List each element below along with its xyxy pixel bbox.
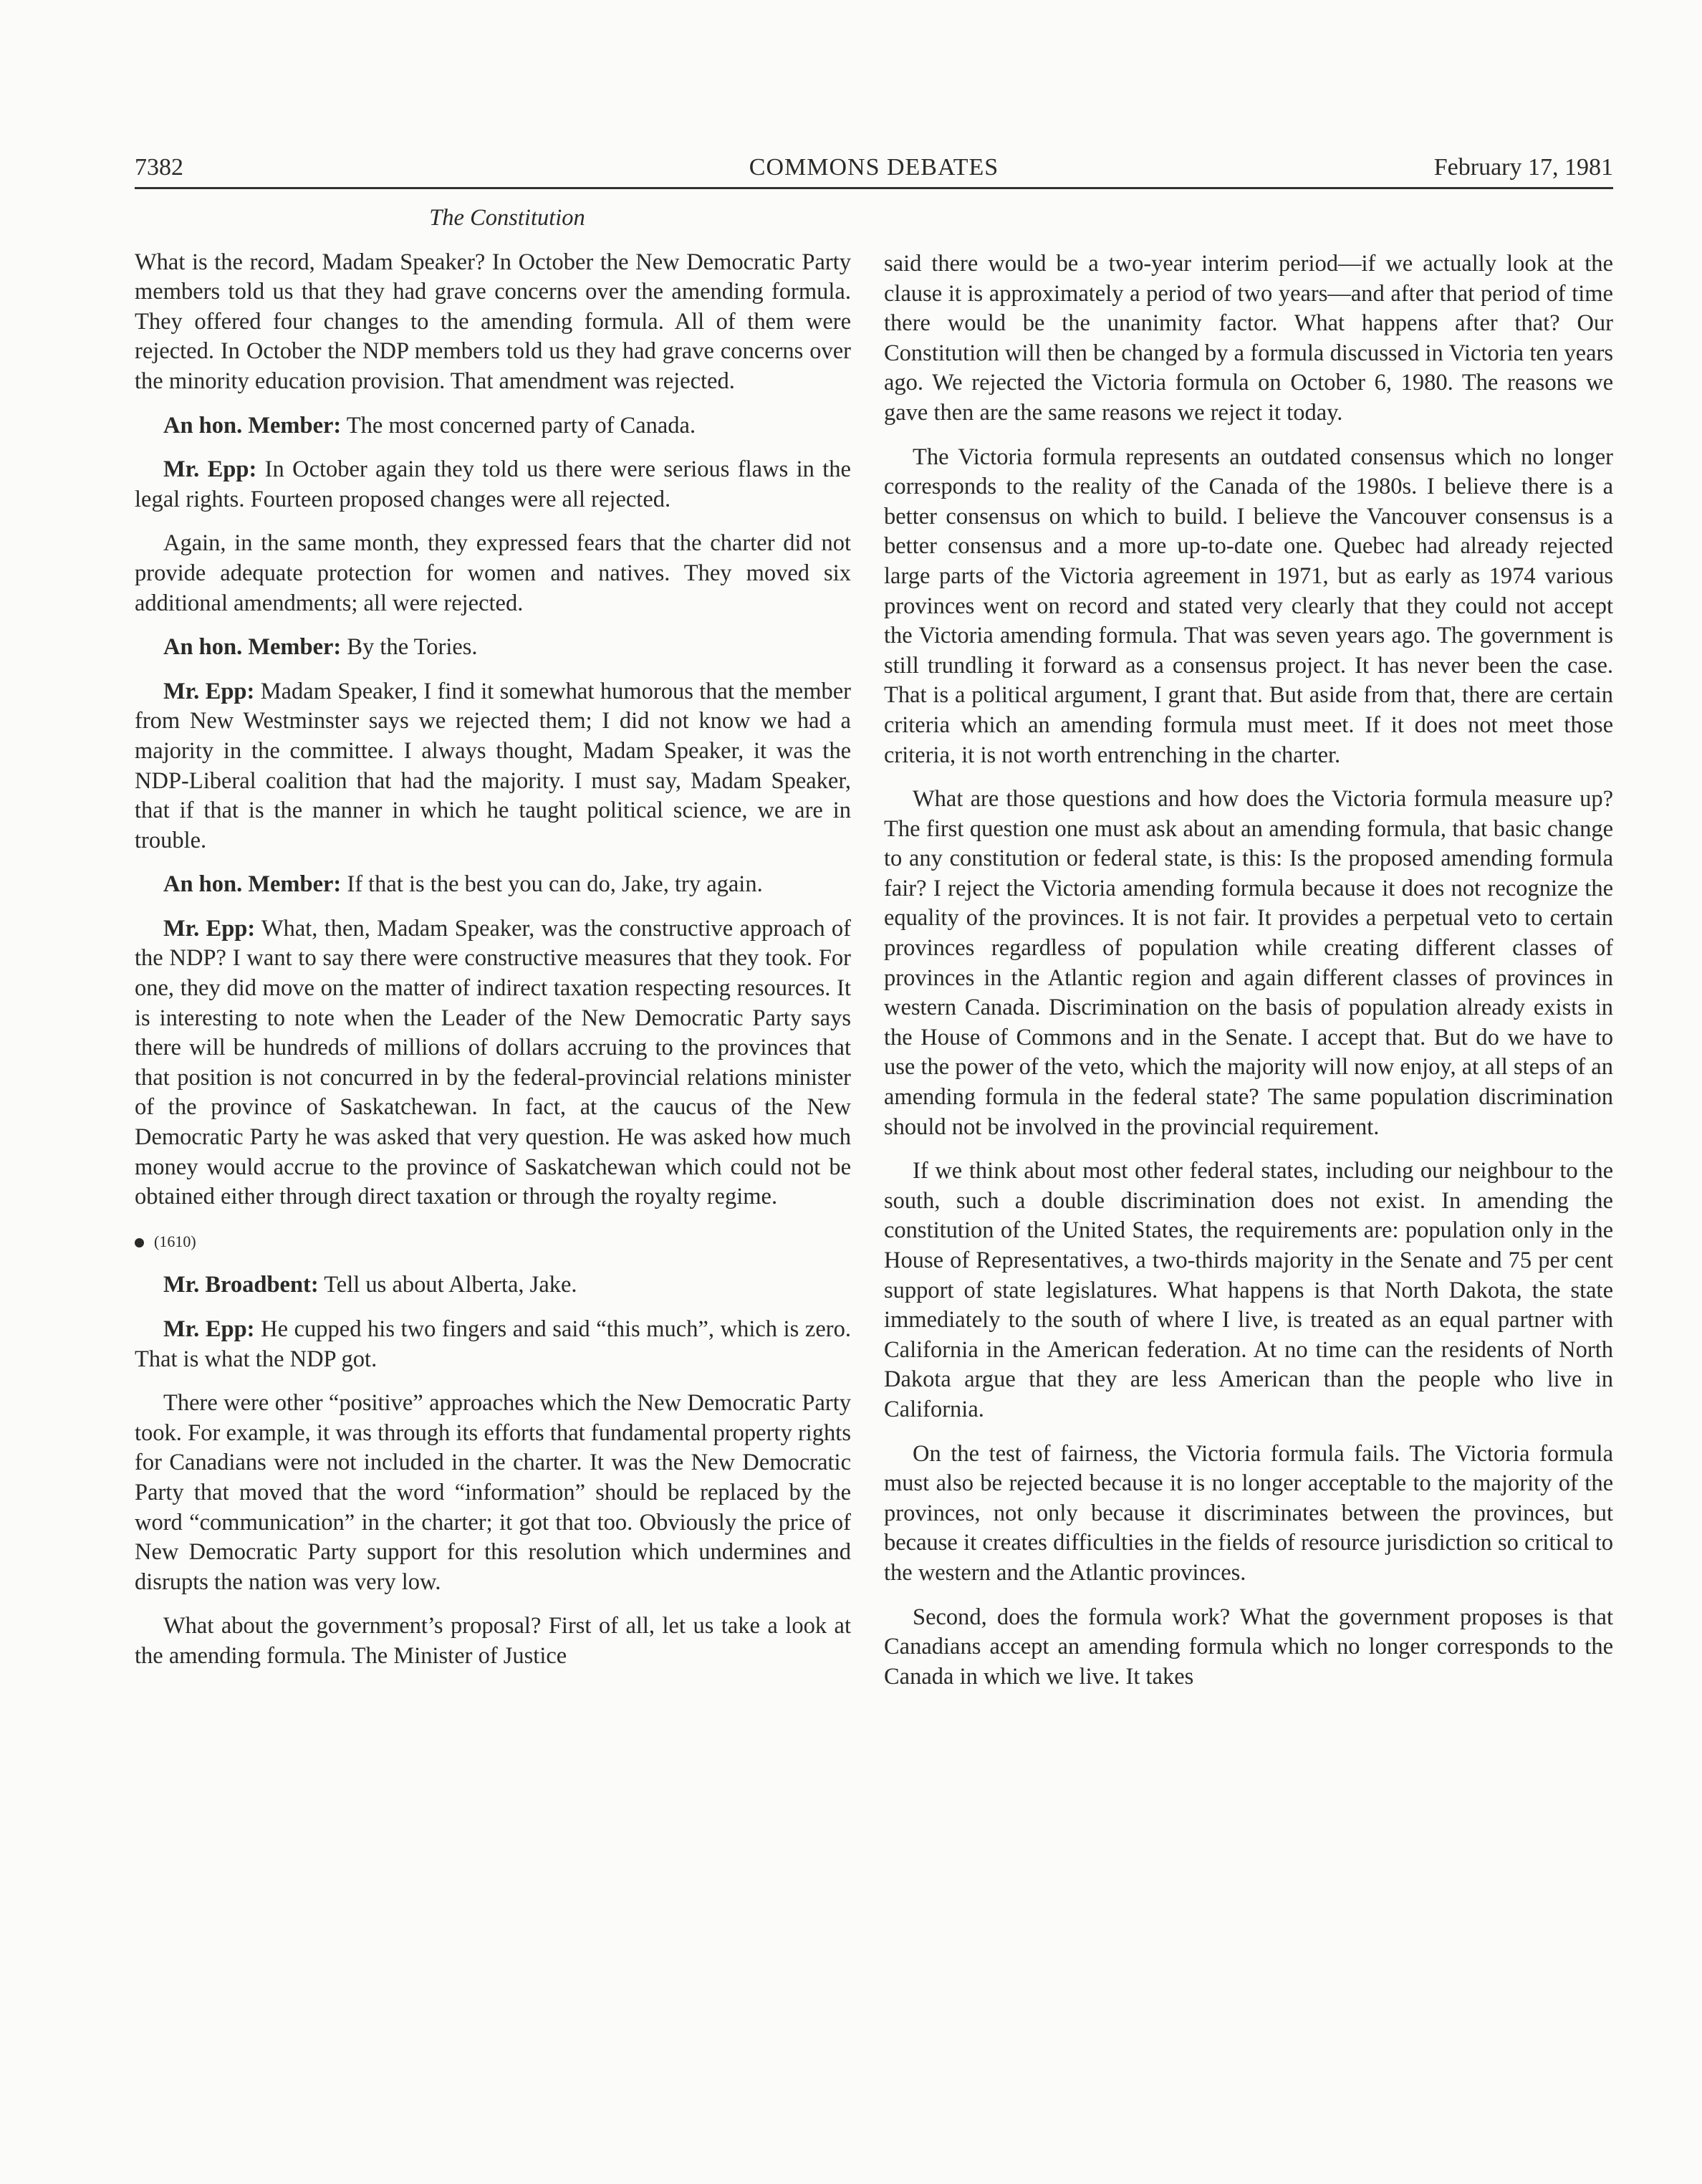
speech-text: If that is the best you can do, Jake, try again.: [341, 871, 763, 898]
body-paragraph: There were other “positive” approaches which the New Democratic Party took. For example, it was through its efforts that fundamental property rights for Canadians were not included in the charter. It was the New Democratic Party that moved that the word “information” should be replaced by the word “communication” in the charter; it got that too. Obviously the price of New Democratic Party support for this resolution which undermines and disrupts the nation was very low.: [135, 1390, 851, 1595]
speaker-name: Mr. Epp:: [163, 1316, 255, 1342]
body-paragraph: Second, does the formula work? What the government proposes is that Canadians accept an amending formula which no longer corresponds to the Canada in which we live. It takes: [884, 1604, 1613, 1690]
speaker-name: An hon. Member:: [163, 871, 342, 898]
section-title: The Constitution: [429, 205, 585, 231]
speaker-name: Mr. Epp:: [163, 678, 255, 704]
speaker-name: An hon. Member:: [163, 634, 342, 661]
speech-paragraph: [135, 677, 851, 856]
publication-title: COMMONS DEBATES: [749, 154, 999, 181]
body-paragraph: What is the record, Madam Speaker? In October the New Democratic Party members told us that they had grave concerns over the amending formula. They offered four changes to the amending formula. All of them were rejected. In October the NDP members told us they had grave concerns over the minority education provision. That amendment was rejected.: [135, 249, 851, 394]
speech-text: Madam Speaker, I find it somewhat humorous that the member from New Westminster says we rejected them; I did not know we had a majority in the committee. I always thought, Madam Speaker, it was the NDP-Liberal coalition that had the majority. I must say, Madam Speaker, that if that is the manner in which he taught political science, we are in trouble.: [135, 678, 851, 853]
speaker-name: An hon. Member:: [163, 412, 342, 439]
bullet-icon: [135, 1238, 144, 1247]
speech-paragraph: [135, 914, 851, 1212]
speaker-name: Mr. Epp:: [163, 915, 256, 942]
speech-text: In October again they told us there were serious flaws in the legal rights. Fourteen proposed changes were all rejected.: [135, 456, 851, 512]
body-paragraph: What are those questions and how does the Victoria formula measure up? The first question one must ask about an amending formula, that basic change to any constitution or federal state, is this: Is the proposed amending formula fair? I reject the Victoria amending formula because it does not recognize the equality of the provinces. It is not fair. It provides a perpetual veto to certain provinces regardless of population while creating different classes of provinces in the Atlantic region and again different classes of provinces in western Canada. Discrimination on the basis of population already exists in the House of Commons and in the Senate. I accept that. But do we have to use the power of the veto, which the majority will now enjoy, at all steps of an amending formula in the federal state? The same population discrimination should not be involved in the provincial requirement.: [884, 786, 1613, 1140]
speech-paragraph: [135, 633, 851, 663]
time-marker-text: (1610): [154, 1232, 196, 1250]
speaker-name: Mr. Broadbent:: [163, 1272, 319, 1298]
speech-paragraph: [135, 455, 851, 514]
page-header: [135, 152, 1613, 189]
speech-text: By the Tories.: [341, 634, 478, 661]
speech-paragraph: [135, 1270, 851, 1301]
body-paragraph: What about the government’s proposal? First of all, let us take a look at the amending formula. The Minister of Justice: [135, 1613, 851, 1669]
body-paragraph: The Victoria formula represents an outdated consensus which no longer corresponds to the reality of the Canada of the 1980s. I believe there is a better consensus on which to build. I believe the Vancouver consensus is a better consensus and a more up-to-date one. Quebec had already rejected large parts of the Victoria agreement in 1971, but as early as 1974 various provinces went on record and stated very clearly that they could not accept the Victoria amending formula. That was seven years ago. The government is still trundling it forward as a consensus project. It has never been the case. That is a political argument, I grant that. But aside from that, there are certain criteria which an amending formula must meet. If it does not meet those criteria, it is not worth entrenching in the charter.: [884, 444, 1613, 768]
page-number: 7382: [135, 154, 183, 181]
speech-text: Tell us about Alberta, Jake.: [318, 1272, 577, 1298]
time-marker: [135, 1227, 851, 1257]
speech-text: The most concerned party of Canada.: [341, 412, 696, 439]
left-column: [135, 203, 851, 1686]
speech-paragraph: [135, 411, 851, 441]
speaker-name: Mr. Epp:: [163, 456, 257, 483]
body-paragraph: On the test of fairness, the Victoria formula fails. The Victoria formula must also be rejected because it is no longer acceptable to the majority of the provinces, not only because it discriminates between the provinces, but because it creates difficulties in the fields of resource jurisdiction so critical to the western and the Atlantic provinces.: [884, 1440, 1613, 1586]
publication-date: February 17, 1981: [1433, 154, 1613, 181]
right-column: [884, 249, 1613, 1706]
speech-paragraph: [135, 870, 851, 900]
body-paragraph: If we think about most other federal states, including our neighbour to the south, such a double discrimination does not exist. In amending the constitution of the United States, the requirements are: population only in the House of Representatives, a two-thirds majority in the Senate and 75 per cent support of state legislatures. What happens is that North Dakota, the state immediately to the south of where I live, is treated as an equal partner with California in the American federation. At no time can the residents of North Dakota argue that they are less American than the people who live in California.: [884, 1158, 1613, 1422]
speech-paragraph: [135, 1315, 851, 1374]
body-paragraph: said there would be a two-year interim period—if we actually look at the clause it is approximately a period of two years—and after that period of time there would be the unanimity factor. What happens after that? Our Constitution will then be changed by a formula discussed in Victoria ten years ago. We rejected the Victoria formula on October 6, 1980. The reasons we gave then are the same reasons we reject it today.: [884, 251, 1613, 426]
speech-text: He cupped his two fingers and said “this much”, which is zero. That is what the NDP got.: [135, 1316, 851, 1372]
speech-text: What, then, Madam Speaker, was the constructive approach of the NDP? I want to say there were constructive measures that they took. For one, they did move on the matter of indirect taxation respecting resources. It is interesting to note when the Leader of the New Democratic Party says there will be hundreds of millions of dollars accruing to the provinces that that position is not concurred in by the federal-provincial relations minister of the province of Saskatchewan. In fact, at the caucus of the New Democratic Party he was asked that very question. He was asked how much money would accrue to the province of Saskatchewan which could not be obtained either through direct taxation or through the royalty regime.: [135, 915, 851, 1210]
body-paragraph: Again, in the same month, they expressed fears that the charter did not provide adequate protection for women and natives. They moved six additional amendments; all were rejected.: [135, 530, 851, 616]
